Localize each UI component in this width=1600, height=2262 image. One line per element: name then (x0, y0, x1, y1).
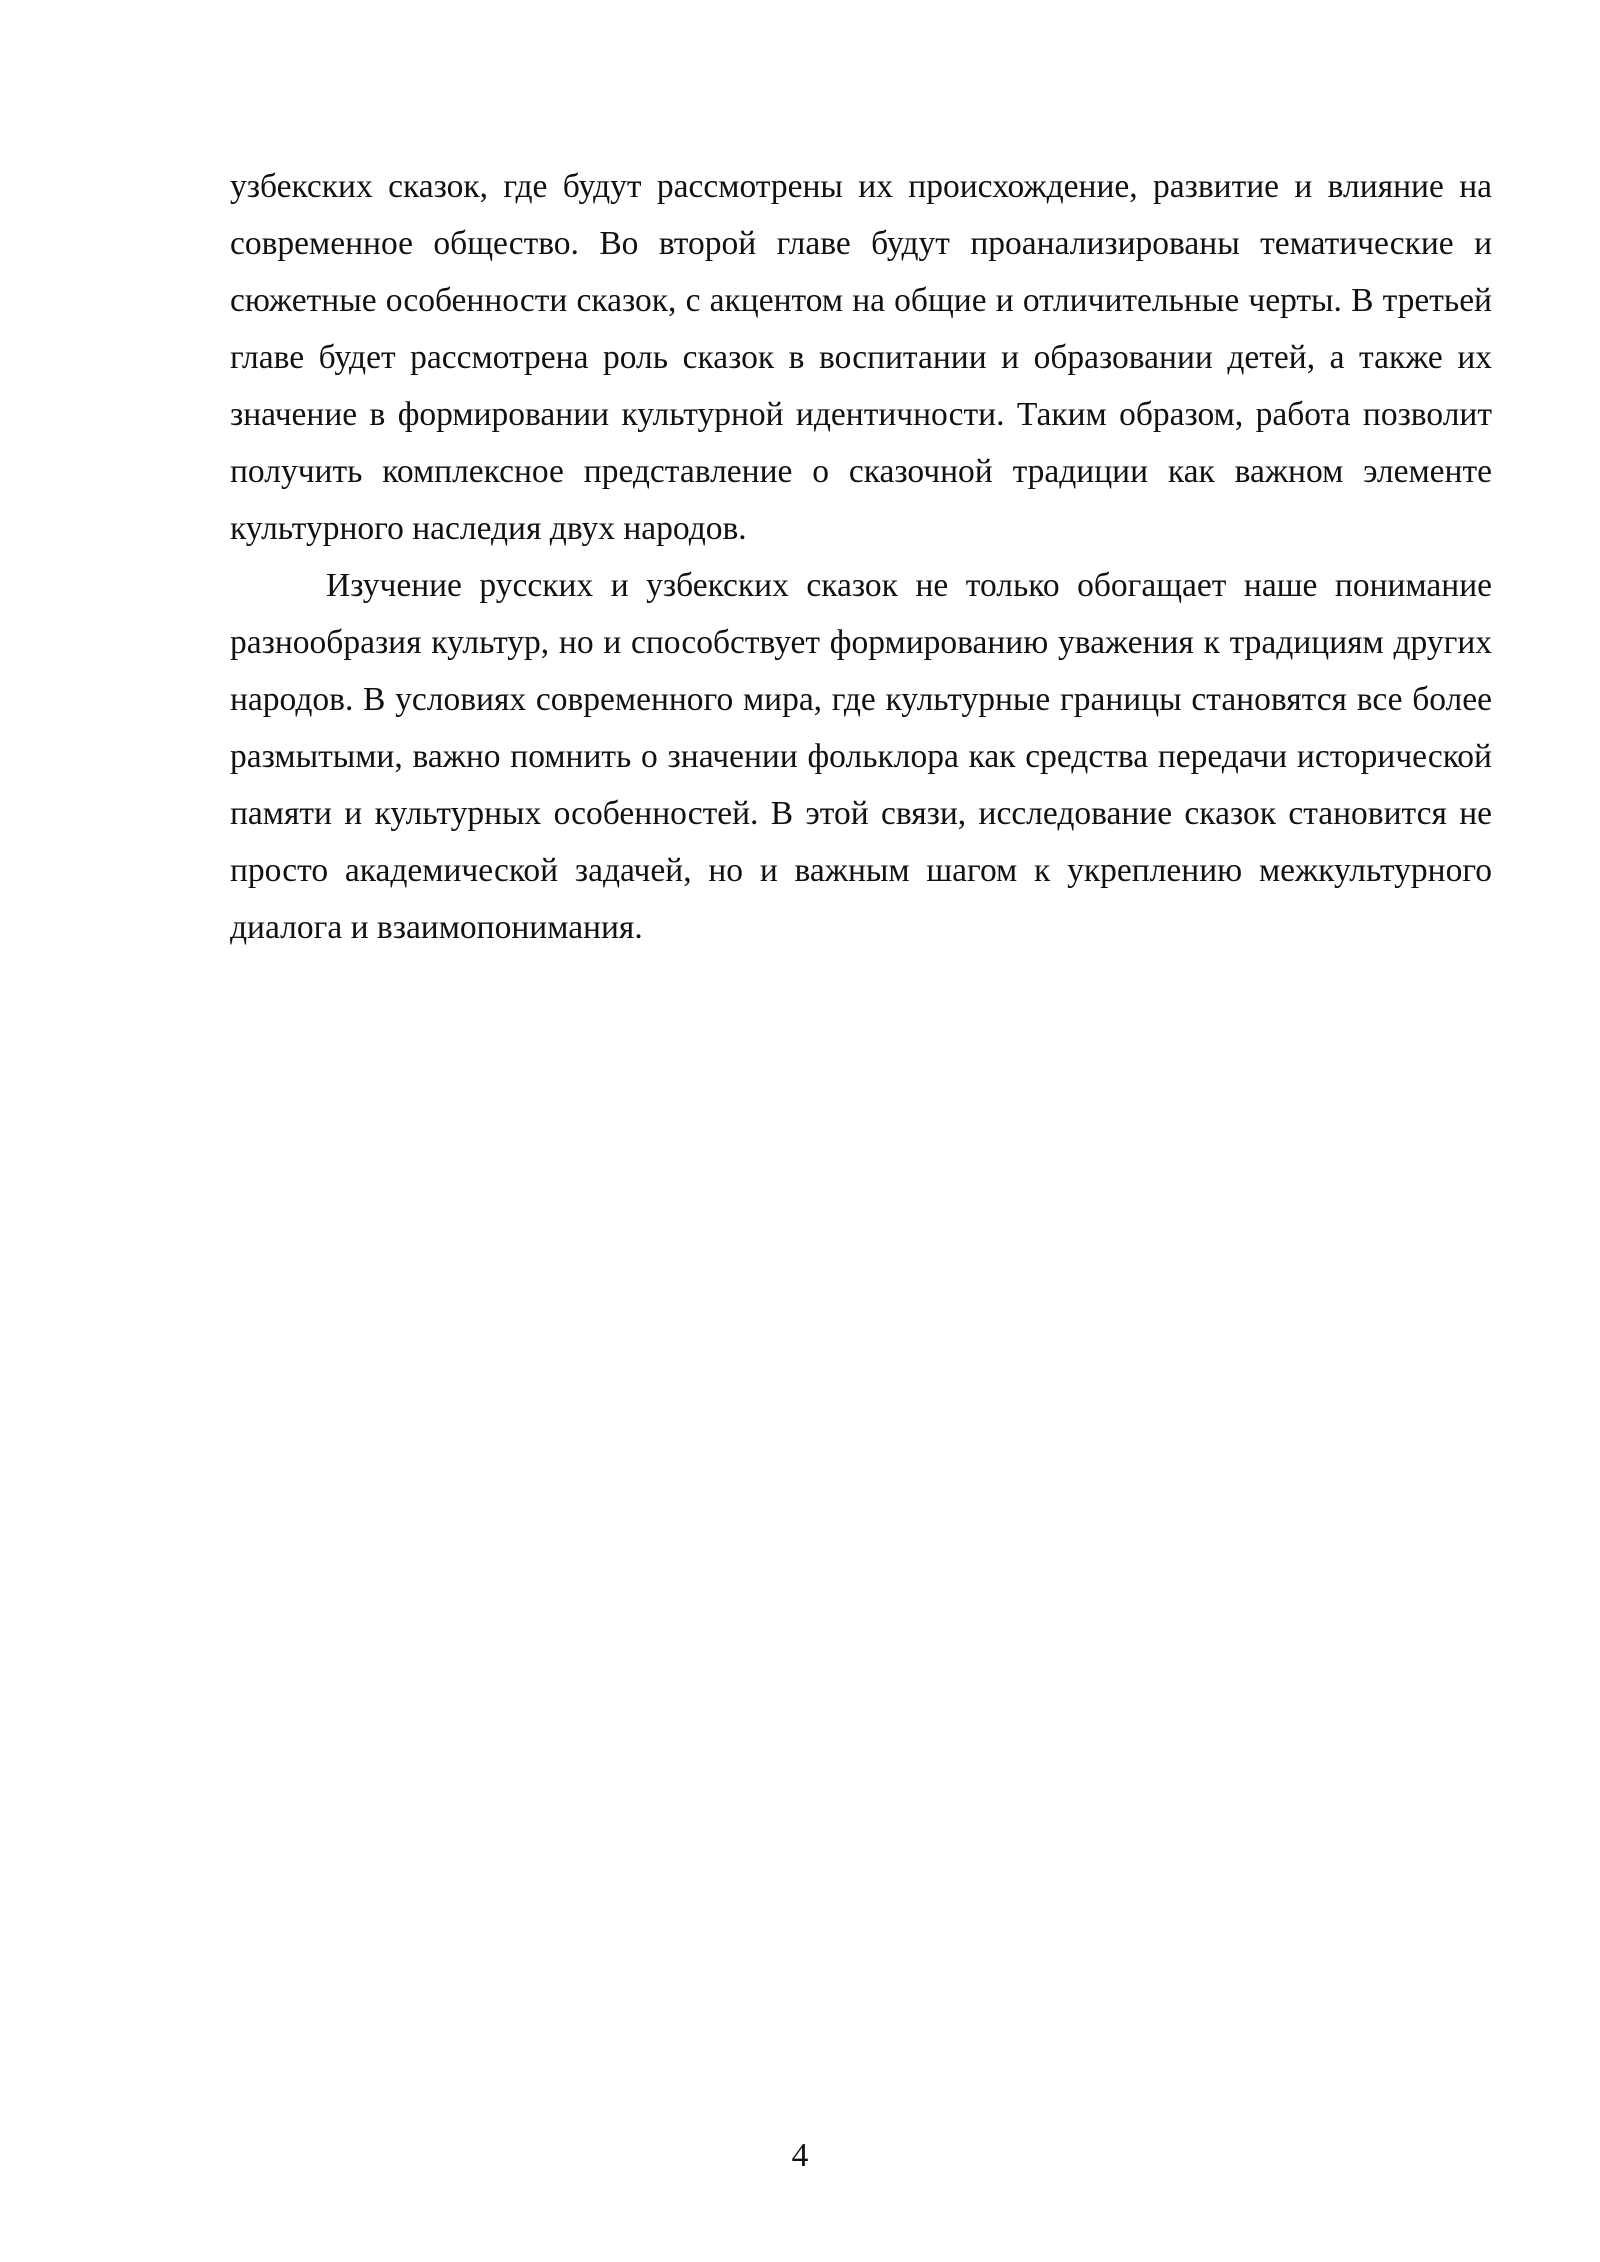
body-text (230, 158, 1492, 956)
paragraph-continuation: узбекских сказок, где будут рассмотрены их происхождение, развитие и влияние на современное общество. Во второй главе будут проанализированы тематические и сюжетные особенности сказок, с акцентом на общие и отличительные черты. В третьей главе будет рассмотрена роль сказок в воспитании и образовании детей, а также их значение в формировании культурной идентичности. Таким образом, работа позволит получить комплексное представление о сказочной традиции как важном элементе культурного наследия двух народов. (230, 168, 1492, 547)
page-number: 4 (791, 2137, 809, 2174)
paragraph: Изучение русских и узбекских сказок не только обогащает наше понимание разнообразия культур, но и способствует формированию уважения к традициям других народов. В условиях современного мира, где культурные границы становятся все более размытыми, важно помнить о значении фольклора как средства передачи исторической памяти и культурных особенностей. В этой связи, исследование сказок становится не просто академической задачей, но и важным шагом к укреплению межкультурного диалога и взаимопонимания. (230, 567, 1492, 946)
